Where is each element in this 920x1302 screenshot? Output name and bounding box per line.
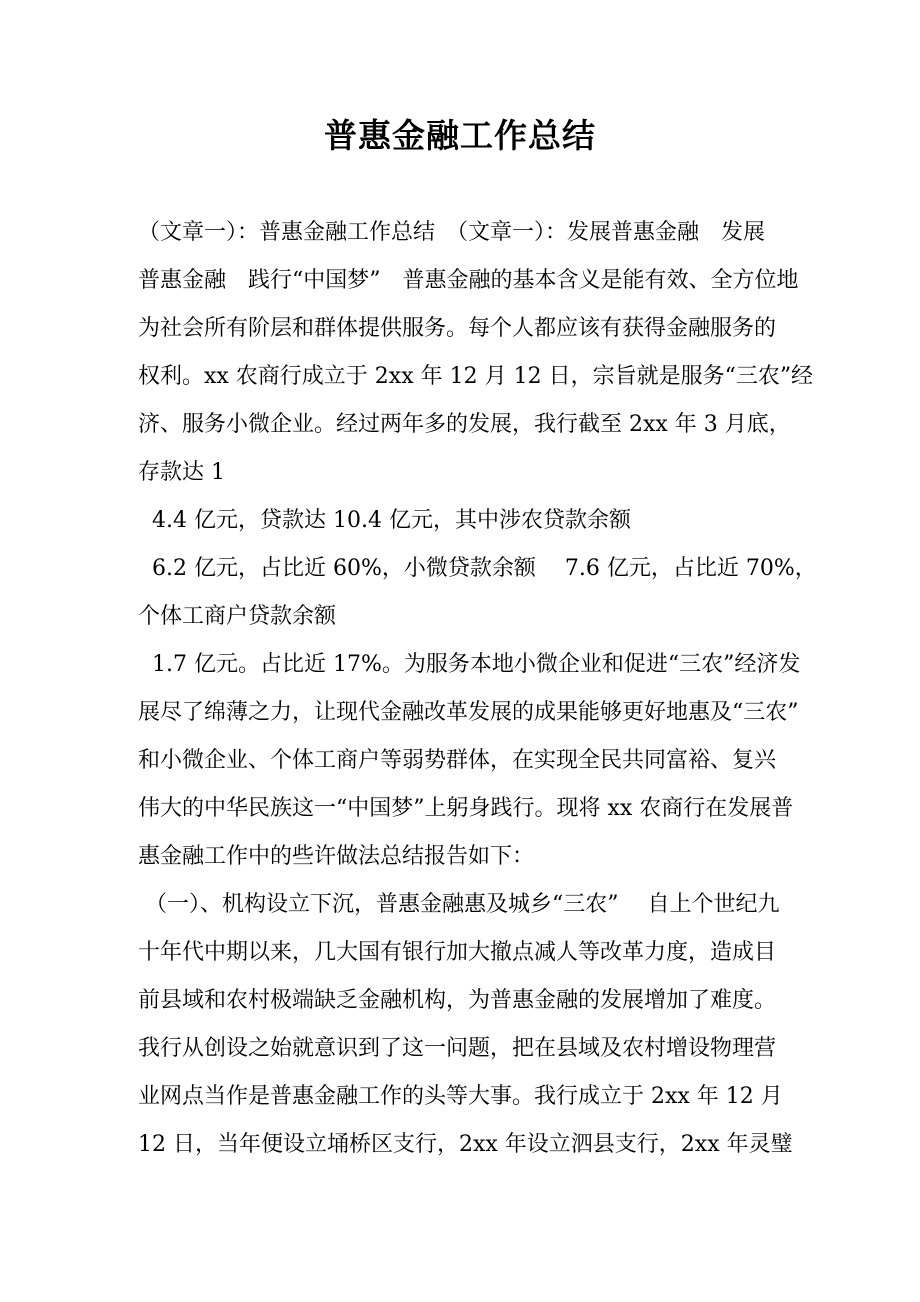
paragraph-line: 和小微企业、个体工商户等弱势群体，在实现全民共同富裕、复兴 bbox=[138, 748, 777, 773]
paragraph-line: 展尽了绵薄之力，让现代金融改革发展的成果能够更好地惠及“三农” bbox=[138, 700, 799, 725]
paragraph-line: （一）、机构设立下沉，普惠金融惠及城乡“三农” 自上个世纪九 bbox=[138, 892, 780, 917]
paragraph-line: 十年代中期以来，几大国有银行加大撤点减人等改革力度，造成目 bbox=[138, 940, 777, 965]
paragraph-line: 前县域和农村极端缺乏金融机构，为普惠金融的发展增加了难度。 bbox=[138, 988, 777, 1013]
paragraph-line: 权利。xx 农商行成立于 2xx 年 12 月 12 日，宗旨就是服务“三农”经 bbox=[138, 364, 814, 389]
paragraph-line: 6.2 亿元，占比近 60%，小微贷款余额 7.6 亿元，占比近 70%， bbox=[138, 556, 817, 581]
paragraph-line: 存款达 1 bbox=[138, 460, 225, 485]
paragraph-line: 业网点当作是普惠金融工作的头等大事。我行成立于 2xx 年 12 月 bbox=[138, 1084, 783, 1109]
paragraph-line: 12 日，当年便设立埇桥区支行，2xx 年设立泗县支行，2xx 年灵璧 bbox=[138, 1132, 793, 1157]
paragraph-line: 个体工商户贷款余额 bbox=[138, 604, 337, 629]
paragraph-line: （文章一）：普惠金融工作总结 （文章一）：发展普惠金融 发展 bbox=[138, 220, 766, 245]
paragraph-line: 普惠金融 践行“中国梦” 普惠金融的基本含义是能有效、全方位地 bbox=[138, 268, 799, 293]
paragraph-line: 伟大的中华民族这一“中国梦”上躬身践行。现将 xx 农商行在发展普 bbox=[138, 796, 794, 821]
paragraph-line: 济、服务小微企业。经过两年多的发展，我行截至 2xx 年 3 月底， bbox=[138, 412, 791, 437]
paragraph-line: 4.4 亿元，贷款达 10.4 亿元，其中涉农贷款余额 bbox=[138, 508, 631, 533]
paragraph-line: 惠金融工作中的些许做法总结报告如下： bbox=[138, 844, 535, 869]
paragraph-line: 1.7 亿元。占比近 17%。为服务本地小微企业和促进“三农”经济发 bbox=[138, 652, 801, 677]
paragraph-line: 为社会所有阶层和群体提供服务。每个人都应该有获得金融服务的 bbox=[138, 316, 777, 341]
paragraph-line: 我行从创设之始就意识到了这一问题，把在县域及农村增设物理营 bbox=[138, 1036, 777, 1061]
document-title: 普惠金融工作总结 bbox=[324, 116, 596, 155]
